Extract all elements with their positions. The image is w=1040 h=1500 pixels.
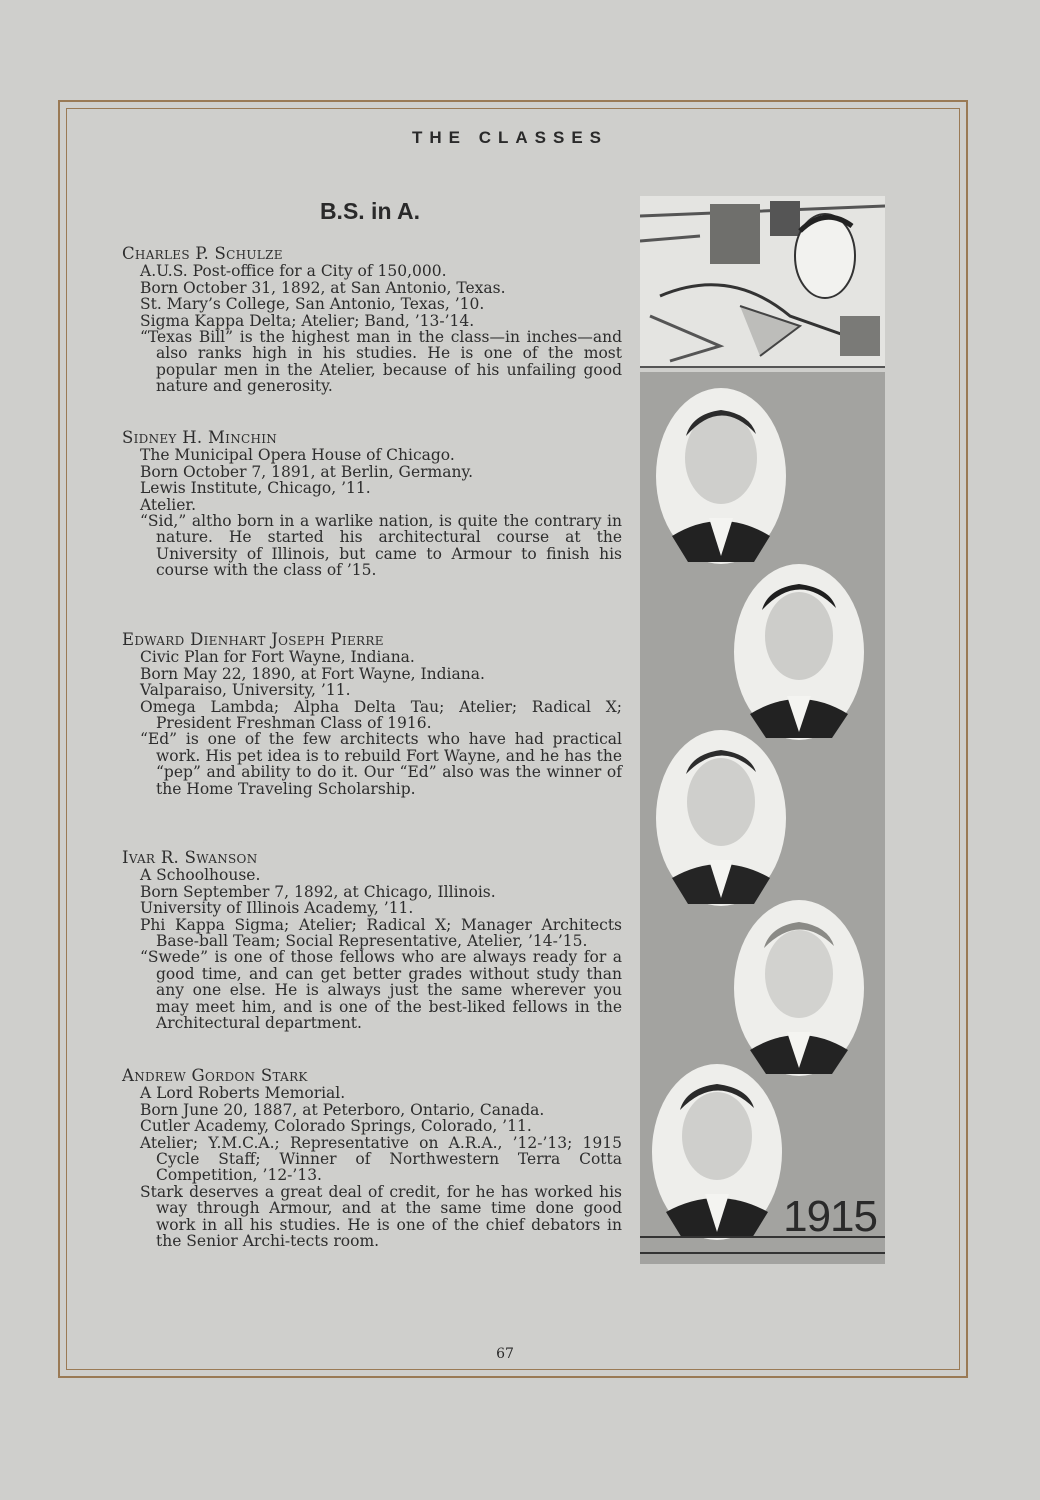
entry-schulze	[122, 246, 622, 395]
entry-school: University of Illinois Academy, ’11.	[140, 899, 414, 918]
entry-birth: Born May 22, 1890, at Fort Wayne, Indiana.	[140, 664, 485, 683]
entry-name: Andrew Gordon Stark	[122, 1066, 308, 1085]
entry-pierre	[122, 632, 622, 797]
entry-thesis: A.U.S. Post-office for a City of 150,000.	[140, 262, 447, 281]
photo-column	[640, 196, 885, 1264]
entry-name: Edward Dienhart Joseph Pierre	[122, 630, 384, 649]
page-number: 67	[496, 1346, 514, 1362]
header-sketch-illustration	[640, 196, 885, 368]
entry-name: Sidney H. Minchin	[122, 428, 278, 447]
entry-birth: Born September 7, 1892, at Chicago, Illinois.	[140, 882, 496, 901]
entry-note: “Texas Bill” is the highest man in the class—in inches—and also ranks high in his studies. He is one of the most popular men in the Atelier, because of his unfailing good nature and generosity.	[140, 328, 622, 396]
entry-activities: Phi Kappa Sigma; Atelier; Radical X; Manager Architects Base-ball Team; Social Representative, Atelier, ’14-’15.	[140, 915, 622, 951]
year-rule	[640, 1252, 885, 1254]
entry-name: Ivar R. Swanson	[122, 848, 258, 867]
entry-name: Charles P. Schulze	[122, 244, 283, 263]
entry-note: Stark deserves a great deal of credit, for he has worked his way through Armour, and at the same time done good work in all his studies. He is one of the chief debators in the Senior Archi-tects room.	[140, 1182, 622, 1251]
entry-activities: Omega Lambda; Alpha Delta Tau; Atelier; Radical X; President Freshman Class of 1916.	[140, 697, 622, 733]
entry-school: St. Mary’s College, San Antonio, Texas, ’10.	[140, 295, 485, 314]
entry-thesis: The Municipal Opera House of Chicago.	[140, 446, 455, 465]
entry-birth: Born October 7, 1891, at Berlin, Germany.	[140, 462, 474, 481]
entry-minchin	[122, 430, 622, 579]
entry-note: “Sid,” altho born in a warlike nation, is quite the contrary in nature. He started his architectural course at the University of Illinois, but came to Armour to finish his course with the class of ’15.	[140, 512, 622, 580]
year-label: 1915	[783, 1192, 877, 1241]
section-title: B.S. in A.	[319, 198, 421, 224]
running-head: THE CLASSES	[411, 128, 609, 147]
portrait-photo	[654, 386, 788, 566]
portrait-photo	[654, 728, 788, 908]
entry-swanson	[122, 850, 622, 1031]
entry-thesis: A Schoolhouse.	[140, 866, 261, 885]
entry-school: Cutler Academy, Colorado Springs, Colorado, ’11.	[140, 1117, 532, 1136]
entry-activities: Atelier.	[140, 495, 197, 514]
entry-school: Lewis Institute, Chicago, ’11.	[140, 479, 371, 498]
entry-note: “Swede” is one of those fellows who are always ready for a good time, and can get better grades without study than any one else. He is always just the same wherever you may meet him, and is one of the best-liked fellows in the Architectural department.	[140, 948, 622, 1033]
portrait-photo	[732, 898, 866, 1078]
entry-birth: Born June 20, 1887, at Peterboro, Ontario, Canada.	[140, 1100, 545, 1119]
entry-school: Valparaiso, University, ’11.	[140, 681, 351, 700]
portrait-photo	[650, 1062, 784, 1242]
entry-note: “Ed” is one of the few architects who have had practical work. His pet idea is to rebuild Fort Wayne, and he has the “pep” and ability to do it. Our “Ed” also was the winner of the Home Traveling Scholarship.	[140, 730, 622, 798]
entry-activities: Sigma Kappa Delta; Atelier; Band, ’13-’14.	[140, 311, 475, 330]
entry-birth: Born October 31, 1892, at San Antonio, Texas.	[140, 278, 506, 297]
portrait-photo	[732, 562, 866, 742]
entry-stark	[122, 1068, 622, 1249]
entry-activities: Atelier; Y.M.C.A.; Representative on A.R.A., ’12-’13; 1915 Cycle Staff; Winner of Northwestern Terra Cotta Competition, ’12-’13.	[140, 1133, 622, 1185]
entry-thesis: Civic Plan for Fort Wayne, Indiana.	[140, 648, 415, 667]
entry-thesis: A Lord Roberts Memorial.	[140, 1084, 346, 1103]
